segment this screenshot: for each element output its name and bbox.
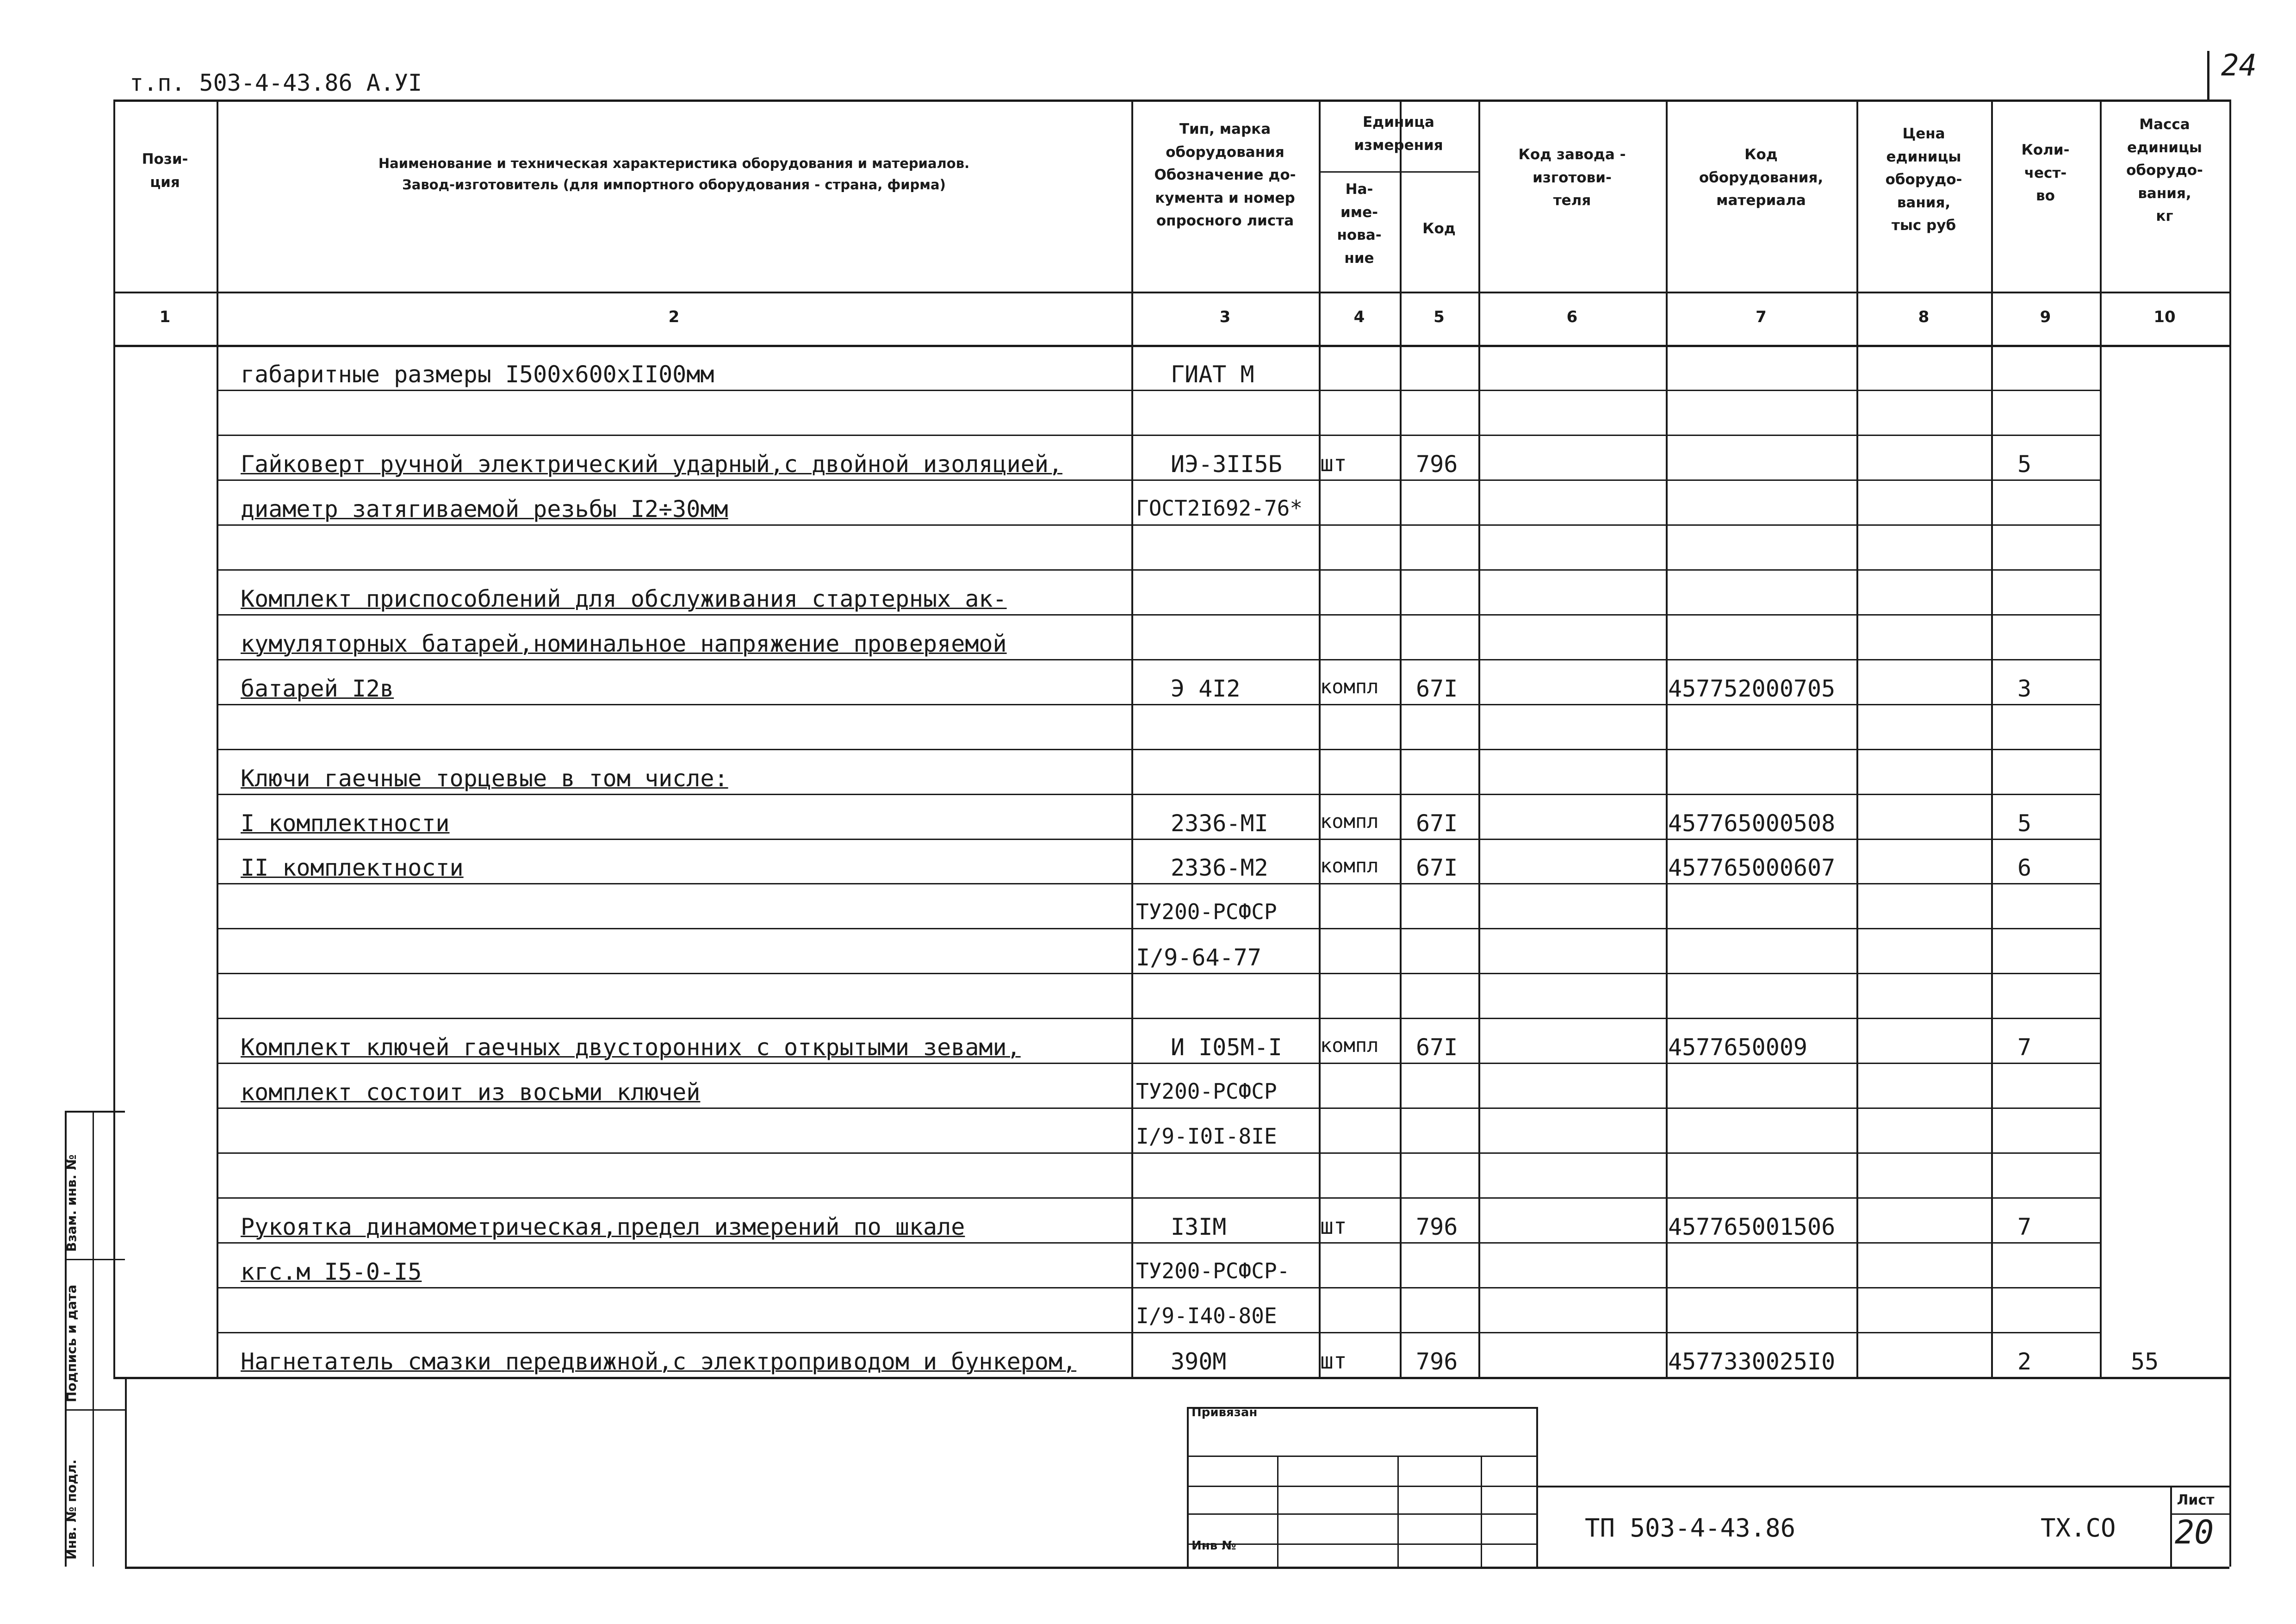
table-rule — [113, 345, 2229, 347]
table-rule — [1187, 1513, 1536, 1515]
item-unit-code: 67I — [1416, 675, 1458, 702]
item-unit: компл — [1320, 854, 1379, 877]
item-type: 2336-МI — [1171, 810, 1268, 837]
item-name: диаметр затягиваемой резьбы I2÷30мм — [241, 496, 728, 523]
item-name: Комплект приспособлений для обслуживания стартерных ак- — [241, 585, 1007, 612]
column-header-5: Код — [1422, 220, 1456, 237]
side-label-vzam: Взам. инв. № — [64, 1154, 79, 1252]
item-quantity: 3 — [2017, 675, 2032, 702]
item-type: I3IМ — [1171, 1213, 1227, 1240]
item-unit: шт — [1320, 451, 1347, 477]
table-rule — [217, 1242, 2100, 1244]
item-type: 390М — [1171, 1348, 1227, 1375]
footer-sheet-label: Лист — [2177, 1492, 2215, 1508]
document-reference: т.п. 503-4-43.86 А.УI — [130, 69, 422, 96]
item-type: ТУ200-РСФСР — [1136, 1079, 1277, 1104]
item-type: I/9-I40-80Е — [1136, 1303, 1277, 1328]
table-rule — [1187, 1456, 1536, 1457]
item-type: ГОСТ2I692-76* — [1136, 496, 1303, 521]
table-rule — [217, 1063, 2100, 1064]
item-name: II комплектности — [241, 854, 464, 881]
side-label-podpis: Подпись и дата — [64, 1284, 79, 1402]
column-number-1: 1 — [159, 308, 171, 326]
table-rule — [1397, 1456, 1399, 1567]
item-name: I комплектности — [241, 810, 450, 837]
item-name: габаритные размеры I500х600хII00мм — [241, 361, 714, 388]
table-rule — [1478, 100, 1480, 1377]
item-unit: компл — [1320, 1034, 1379, 1057]
column-number-5: 5 — [1433, 308, 1445, 326]
table-rule — [217, 614, 2100, 616]
item-mass: 55 — [2131, 1348, 2159, 1375]
column-header-8: Цена единицы оборудо- вания, тыс руб — [1885, 125, 1962, 234]
item-equipment-code: 457765000508 — [1668, 810, 1836, 837]
table-rule — [217, 839, 2100, 840]
column-header-1: Пози- ция — [142, 151, 188, 191]
item-quantity: 2 — [2017, 1348, 2032, 1375]
column-number-3: 3 — [1219, 308, 1231, 326]
table-rule — [217, 928, 2100, 929]
table-rule — [1187, 1543, 1536, 1545]
table-rule — [1536, 1486, 2229, 1487]
column-number-9: 9 — [2040, 308, 2051, 326]
item-type: Э 4I2 — [1171, 675, 1241, 702]
item-name: комплект состоит из восьми ключей — [241, 1079, 701, 1106]
table-rule — [65, 1259, 125, 1260]
table-rule — [113, 292, 2229, 293]
item-type: ГИАТ М — [1171, 361, 1254, 388]
table-rule — [217, 1287, 2100, 1288]
table-rule — [125, 1377, 127, 1567]
footer-document-code: ТП 503-4-43.86 — [1585, 1513, 1796, 1543]
column-header-3: Тип, марка оборудования Обозначение до- кумента и номер опросного листа — [1154, 121, 1296, 230]
table-rule — [93, 1111, 94, 1567]
table-rule — [1856, 100, 1858, 1377]
table-rule — [1319, 171, 1478, 173]
unit-group-header: Единица измерения — [1354, 114, 1443, 154]
stamp-inv-number: Инв № — [1191, 1539, 1236, 1553]
table-rule — [217, 524, 2100, 526]
item-name: Комплект ключей гаечных двусторонних с открытыми зевами, — [241, 1034, 1021, 1061]
table-rule — [113, 100, 2229, 102]
item-type: I/9-64-77 — [1136, 944, 1261, 971]
item-equipment-code: 457765000607 — [1668, 854, 1836, 881]
column-header-10: Масса единицы оборудо- вания, кг — [2126, 116, 2203, 225]
table-rule — [125, 1567, 2229, 1569]
item-quantity: 7 — [2017, 1034, 2032, 1061]
table-rule — [217, 749, 2100, 750]
table-rule — [113, 100, 115, 1377]
item-unit-code: 67I — [1416, 1034, 1458, 1061]
table-rule — [217, 390, 2100, 391]
table-rule — [1187, 1486, 1536, 1487]
column-number-8: 8 — [1918, 308, 1930, 326]
table-rule — [217, 1197, 2100, 1199]
item-type: ТУ200-РСФСР- — [1136, 1258, 1290, 1283]
item-unit-code: 796 — [1416, 451, 1458, 478]
item-name: Ключи гаечные торцевые в том числе: — [241, 765, 728, 792]
item-unit-code: 796 — [1416, 1213, 1458, 1240]
table-rule — [217, 883, 2100, 884]
table-rule — [217, 479, 2100, 481]
side-label-inv-podl: Инв. № подл. — [64, 1459, 79, 1560]
item-name: батарей I2в — [241, 675, 394, 702]
column-number-10: 10 — [2153, 308, 2176, 326]
table-rule — [2100, 100, 2102, 1377]
table-rule — [1131, 100, 1133, 1377]
item-unit-code: 796 — [1416, 1348, 1458, 1375]
footer-sheet-number: 20 — [2175, 1513, 2214, 1551]
item-name: Нагнетатель смазки передвижной,с электроприводом и бункером, — [241, 1348, 1077, 1375]
column-number-4: 4 — [1353, 308, 1365, 326]
table-rule — [113, 1377, 2229, 1379]
item-quantity: 6 — [2017, 854, 2032, 881]
item-equipment-code: 457752000705 — [1668, 675, 1836, 702]
table-rule — [2229, 1377, 2231, 1567]
table-rule — [1666, 100, 1668, 1377]
item-type: I/9-I0I-8IЕ — [1136, 1124, 1277, 1149]
column-number-6: 6 — [1566, 308, 1578, 326]
item-unit-code: 67I — [1416, 854, 1458, 881]
item-equipment-code: 457765001506 — [1668, 1213, 1836, 1240]
table-rule — [217, 794, 2100, 795]
item-name: Рукоятка динамометрическая,предел измерений по шкале — [241, 1213, 965, 1240]
column-header-4: На- име- нова- ние — [1337, 181, 1382, 267]
item-equipment-code: 4577650009 — [1668, 1034, 1808, 1061]
item-unit: шт — [1320, 1348, 1347, 1374]
item-unit: компл — [1320, 810, 1379, 833]
table-rule — [217, 435, 2100, 436]
table-rule — [217, 569, 2100, 571]
item-quantity: 7 — [2017, 1213, 2032, 1240]
item-quantity: 5 — [2017, 451, 2032, 478]
item-unit: компл — [1320, 675, 1379, 698]
table-rule — [1187, 1407, 1189, 1567]
item-type: ТУ200-РСФСР — [1136, 899, 1277, 924]
page-corner-number: 24 — [2221, 49, 2257, 83]
column-header-2: Наименование и техническая характеристика оборудования и материалов. Завод-изготовитель (для импортного оборудования - страна, фирма) — [378, 156, 970, 193]
item-type: ИЭ-3II5Б — [1171, 451, 1282, 478]
item-type: 2336-М2 — [1171, 854, 1268, 881]
table-rule — [2229, 100, 2231, 1377]
table-rule — [217, 659, 2100, 660]
table-rule — [1481, 1456, 1482, 1567]
table-rule — [217, 704, 2100, 705]
column-number-2: 2 — [668, 308, 680, 326]
table-rule — [217, 100, 218, 1377]
table-rule — [65, 1111, 125, 1113]
table-rule — [1319, 100, 1321, 1377]
item-unit-code: 67I — [1416, 810, 1458, 837]
item-unit: шт — [1320, 1213, 1347, 1239]
corner-mark — [2207, 51, 2209, 102]
table-rule — [1400, 100, 1402, 1377]
table-rule — [217, 1108, 2100, 1109]
table-rule — [217, 1018, 2100, 1019]
item-equipment-code: 4577330025I0 — [1668, 1348, 1836, 1375]
item-type: И I05М-I — [1171, 1034, 1282, 1061]
table-rule — [217, 973, 2100, 974]
table-rule — [1991, 100, 1993, 1377]
table-rule — [1277, 1456, 1278, 1567]
item-name: Гайковерт ручной электрический ударный,с двойной изоляцией, — [241, 451, 1063, 478]
item-name: кумуляторных батарей,номинальное напряжение проверяемой — [241, 630, 1007, 657]
table-rule — [217, 1332, 2100, 1333]
table-rule — [217, 1152, 2100, 1154]
column-header-7: Код оборудования, материала — [1699, 146, 1824, 209]
footer-mark: ТХ.СО — [2041, 1513, 2116, 1543]
table-rule — [65, 1409, 125, 1411]
column-header-9: Коли- чест- во — [2021, 142, 2070, 205]
column-number-7: 7 — [1756, 308, 1767, 326]
item-name: кгс.м I5-0-I5 — [241, 1258, 422, 1285]
stamp-privyazan: Привязан — [1191, 1406, 1258, 1419]
item-quantity: 5 — [2017, 810, 2032, 837]
column-header-6: Код завода - изготови- теля — [1518, 146, 1626, 209]
